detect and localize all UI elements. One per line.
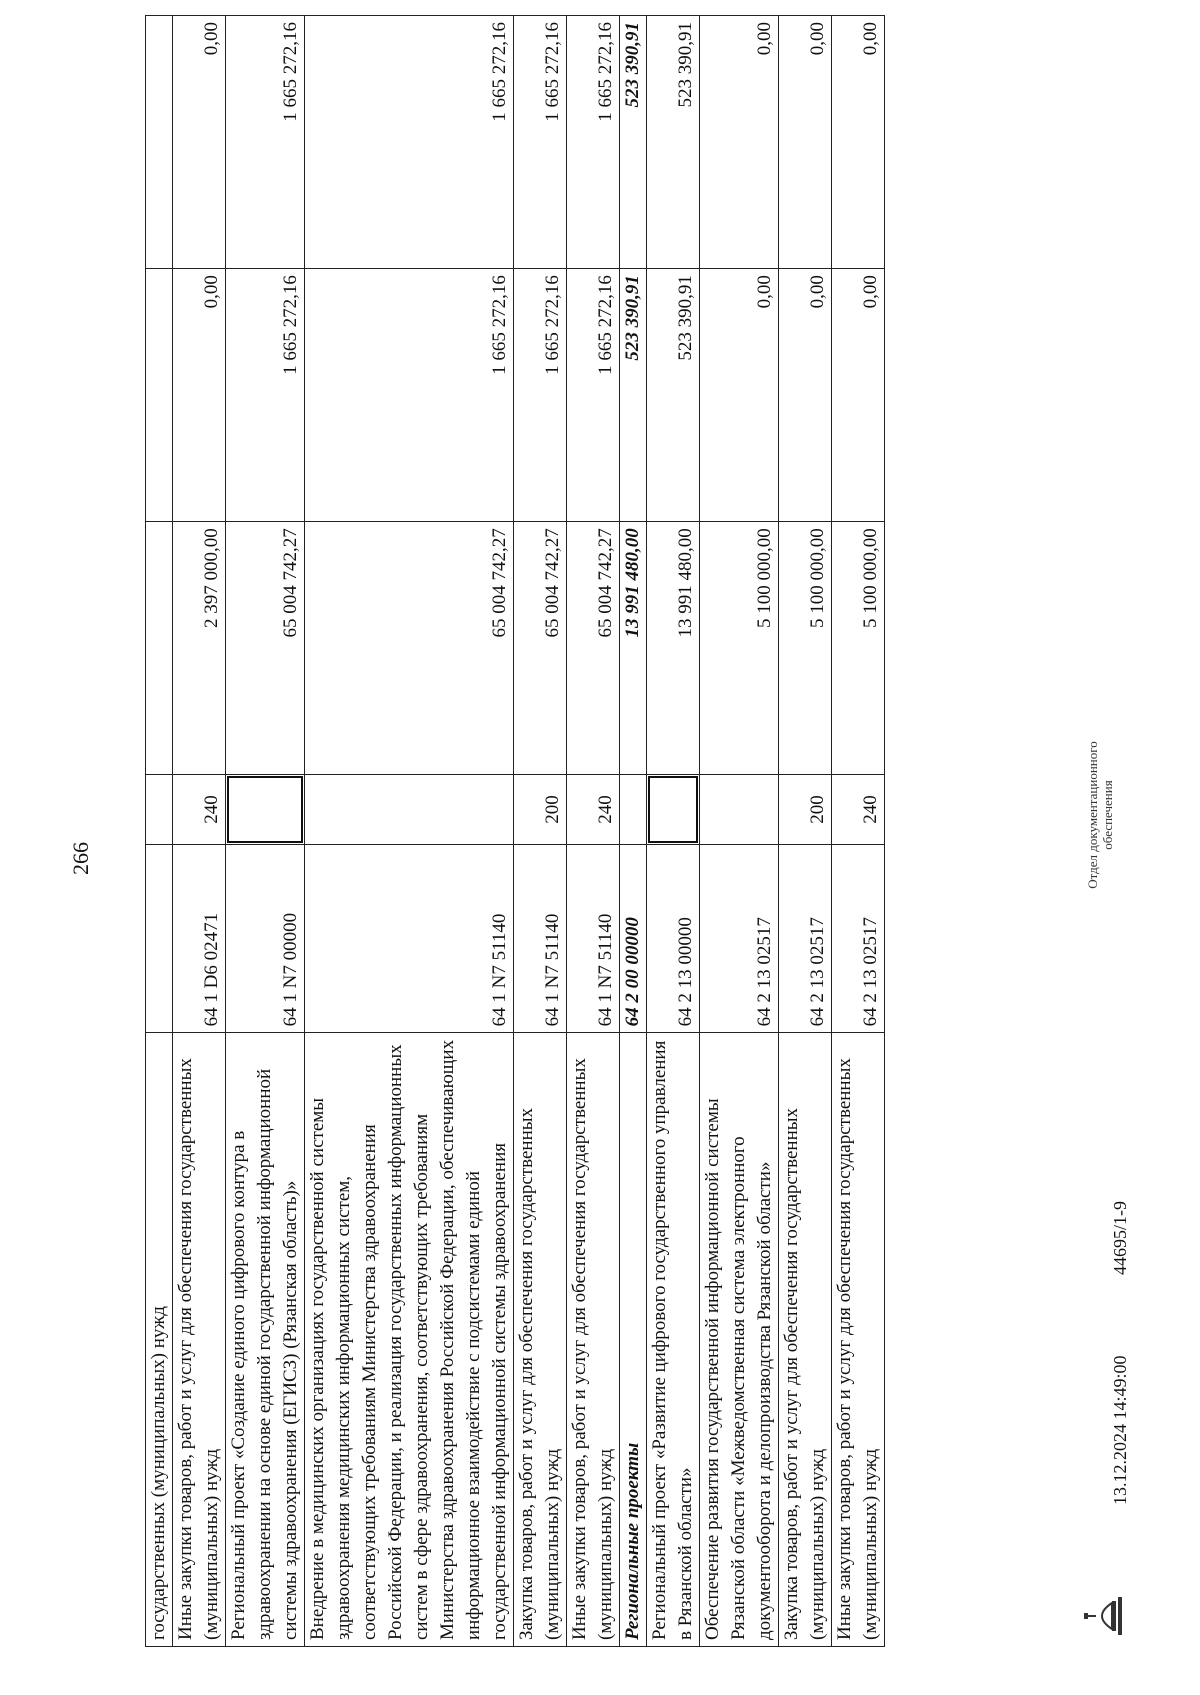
row-value-2024-cell: 65 004 742,27	[514, 522, 567, 775]
row-value-2025-cell: 523 390,91	[620, 269, 647, 522]
row-code-cell: 64 1 N7 51140	[514, 844, 567, 1033]
row-value-2025-cell: 1 665 272,16	[305, 269, 514, 522]
row-value-2024-cell: 5 100 000,00	[832, 522, 885, 775]
row-value-2025-cell: 0,00	[700, 269, 779, 522]
row-value-2024-cell: 5 100 000,00	[779, 522, 832, 775]
emblem-icon	[1082, 1593, 1126, 1639]
row-name-cell: Иные закупки товаров, работ и услуг для обеспечения государственных (муниципальных) нужд	[832, 1033, 885, 1647]
row-value-2024-cell: 13 991 480,00	[620, 522, 647, 775]
row-name-cell: Региональные проекты	[620, 1033, 647, 1647]
org-stamp-line2: обеспечения	[1100, 780, 1115, 850]
row-value-2026-cell: 1 665 272,16	[226, 16, 305, 269]
row-value-2026-cell: 0,00	[700, 16, 779, 269]
row-kvr-cell: 200	[779, 775, 832, 844]
row-value-2024-cell: 13 991 480,00	[647, 522, 700, 775]
row-name-cell: Региональный проект «Развитие цифрового государственного управления в Рязанской области»	[647, 1033, 700, 1647]
table-row	[779, 16, 832, 1647]
row-value-2024-cell	[146, 522, 173, 775]
row-code-cell: 64 1 N7 51140	[567, 844, 620, 1033]
row-value-2026-cell: 523 390,91	[620, 16, 647, 269]
row-code-cell: 64 2 13 02517	[779, 844, 832, 1033]
row-code-cell: 64 1 N7 51140	[305, 844, 514, 1033]
row-name-cell: Региональный проект «Создание единого цифрового контура в здравоохранении на основе единой государственной информационной системы здравоохранения (ЕГИСЗ) (Рязанская область)»	[226, 1033, 305, 1647]
row-value-2026-cell: 0,00	[173, 16, 226, 269]
row-kvr-cell: 200	[514, 775, 567, 844]
table-row	[514, 16, 567, 1647]
row-kvr-cell: 240	[567, 775, 620, 844]
row-value-2026-cell: 0,00	[779, 16, 832, 269]
row-kvr-cell	[305, 775, 514, 844]
org-stamp-line1: Отдел документационного	[1085, 741, 1100, 889]
row-kvr-cell	[620, 775, 647, 844]
table-row	[567, 16, 620, 1647]
row-kvr-cell	[146, 775, 173, 844]
row-code-cell: 64 2 00 00000	[620, 844, 647, 1033]
table-row	[700, 16, 779, 1647]
table-row	[226, 16, 305, 1647]
row-value-2024-cell: 5 100 000,00	[700, 522, 779, 775]
row-value-2026-cell: 523 390,91	[647, 16, 700, 269]
row-code-cell	[146, 844, 173, 1033]
row-value-2026-cell: 1 665 272,16	[514, 16, 567, 269]
row-code-cell: 64 2 13 02517	[832, 844, 885, 1033]
row-name-cell: Внедрение в медицинских организациях государственной системы здравоохранения медицинских информационных систем, соответствующих требованиям Министерства здравоохранения Российской Федерации, и реализация государственных информационных систем в сфере здравоохранения, соответствующих требованиям Министерства здравоохранения Российской Федерации, обеспечивающих информационное взаимодействие с подсистемами единой государственной информационной системы здравоохранения	[305, 1033, 514, 1647]
table-row	[173, 16, 226, 1647]
row-value-2024-cell: 2 397 000,00	[173, 522, 226, 775]
row-name-cell: Иные закупки товаров, работ и услуг для обеспечения государственных (муниципальных) нужд	[567, 1033, 620, 1647]
row-name-cell: Закупка товаров, работ и услуг для обеспечения государственных (муниципальных) нужд	[779, 1033, 832, 1647]
row-code-cell: 64 1 D6 02471	[173, 844, 226, 1033]
footer-datetime: 13.12.2024 14:49:00	[1110, 1355, 1130, 1505]
org-stamp	[1085, 715, 1115, 915]
row-value-2025-cell: 0,00	[779, 269, 832, 522]
row-kvr-cell: 240	[173, 775, 226, 844]
row-kvr-cell	[647, 775, 700, 844]
row-kvr-cell	[226, 775, 305, 844]
table-row	[647, 16, 700, 1647]
row-value-2026-cell: 1 665 272,16	[567, 16, 620, 269]
row-value-2025-cell: 0,00	[832, 269, 885, 522]
row-value-2026-cell: 0,00	[832, 16, 885, 269]
row-name-cell: Обеспечение развития государственной информационной системы Рязанской области «Межведомственная система электронного документооборота и делопроизводства Рязанской области»	[700, 1033, 779, 1647]
row-value-2025-cell: 523 390,91	[647, 269, 700, 522]
table-row	[620, 16, 647, 1647]
row-name-cell: государственных (муниципальных) нужд	[146, 1033, 173, 1647]
row-value-2024-cell: 65 004 742,27	[226, 522, 305, 775]
row-name-cell: Закупка товаров, работ и услуг для обеспечения государственных (муниципальных) нужд	[514, 1033, 567, 1647]
table-row	[832, 16, 885, 1647]
row-value-2025-cell: 1 665 272,16	[567, 269, 620, 522]
row-name-cell: Иные закупки товаров, работ и услуг для обеспечения государственных (муниципальных) нужд	[173, 1033, 226, 1647]
row-code-cell: 64 1 N7 00000	[226, 844, 305, 1033]
row-value-2025-cell	[146, 269, 173, 522]
row-value-2024-cell: 65 004 742,27	[567, 522, 620, 775]
row-kvr-cell	[700, 775, 779, 844]
page-number: 266	[68, 842, 93, 875]
row-value-2026-cell: 1 665 272,16	[305, 16, 514, 269]
row-code-cell: 64 2 13 00000	[647, 844, 700, 1033]
row-value-2025-cell: 1 665 272,16	[514, 269, 567, 522]
budget-table	[145, 15, 885, 1647]
footer-doc-code: 44695/1-9	[1110, 1201, 1130, 1275]
table-row	[146, 16, 173, 1647]
row-value-2025-cell: 0,00	[173, 269, 226, 522]
row-code-cell: 64 2 13 02517	[700, 844, 779, 1033]
row-kvr-cell: 240	[832, 775, 885, 844]
row-value-2025-cell: 1 665 272,16	[226, 269, 305, 522]
row-value-2024-cell: 65 004 742,27	[305, 522, 514, 775]
row-value-2026-cell	[146, 16, 173, 269]
table-row	[305, 16, 514, 1647]
